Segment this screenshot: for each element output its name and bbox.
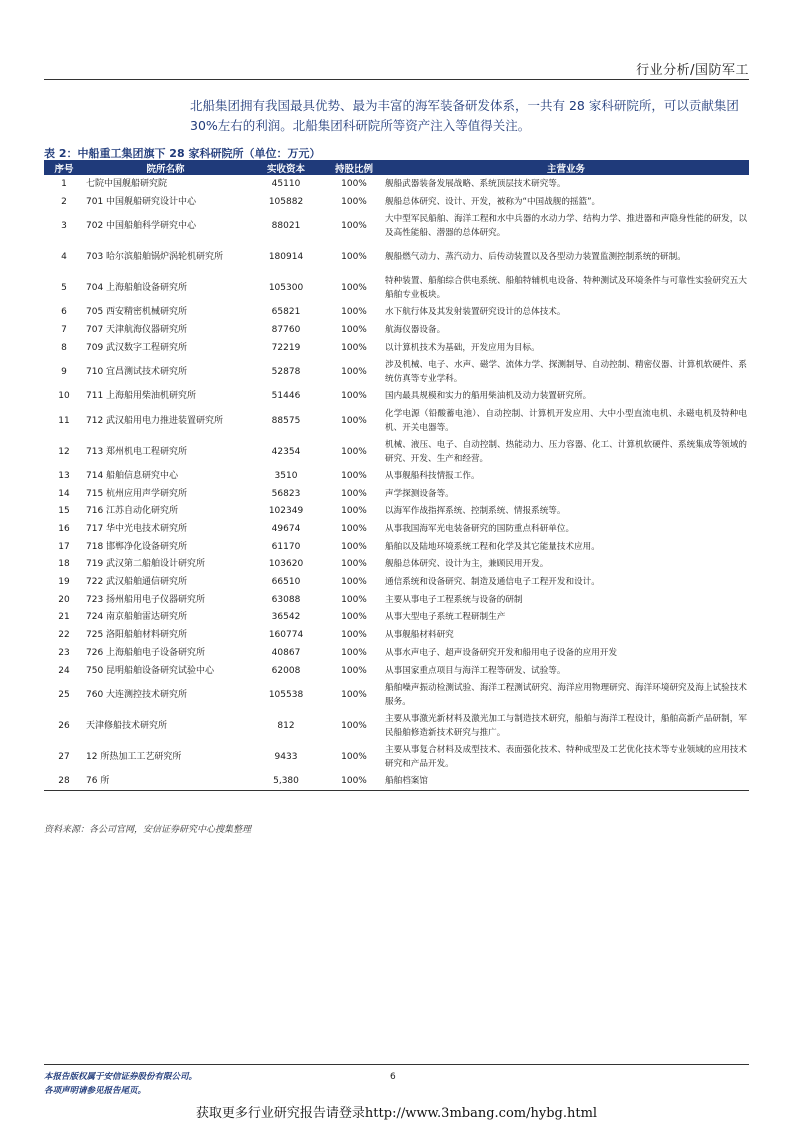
row-institute-name: 710 宜昌测试技术研究所 [86,366,188,377]
row-index: 6 [61,307,67,318]
row-business: 从事水声电子、超声设备研究开发和船用电子设备的应用开发 [385,647,618,658]
row-share-pct: 100% [341,541,367,552]
row-index: 14 [58,488,70,499]
row-capital: 36542 [271,612,301,623]
table-row [44,741,749,772]
table-row [44,387,749,405]
row-institute-name: 722 武汉船舶通信研究所 [86,577,188,588]
table-row [44,556,749,574]
row-share-pct: 100% [341,720,367,731]
row-index: 12 [58,446,70,457]
row-business: 以计算机技术为基础，开发应用为目标。 [385,342,540,353]
row-institute-name: 709 武汉数字工程研究所 [86,342,188,353]
row-share-pct: 100% [341,391,367,402]
table-row [44,193,749,211]
row-capital: 42354 [271,446,301,457]
row-capital: 9433 [274,751,298,762]
row-institute-name: 715 杭州应用声学研究所 [86,488,188,499]
row-share-pct: 100% [341,612,367,623]
table-row [44,485,749,503]
row-capital: 88575 [271,415,301,426]
col-header-capital: 实收资本 [266,163,305,175]
row-index: 8 [61,342,67,353]
row-business: 从事舰船材料研究 [385,630,454,641]
table-row [44,644,749,662]
table-row [44,272,749,303]
row-capital: 45110 [271,178,301,189]
table-row [44,626,749,644]
row-business: 特种装置、船舶综合供电系统、船舶特辅机电设备、特种测试及环境条件与可靠性实验研究五大船舶专业板块。 [385,275,747,300]
table-row [44,321,749,339]
row-institute-name: 701 中国舰船研究设计中心 [86,196,197,207]
table-row [44,591,749,609]
row-business: 大中型军民船舶、海洋工程和水中兵器的水动力学、结构力学、推进器和声隐身性能的研发，以及高性能船、潜器的总体研究。 [385,213,747,238]
row-index: 24 [58,665,70,676]
row-capital: 102349 [268,506,304,517]
row-index: 22 [58,630,70,641]
row-business: 船舶档案馆 [383,772,749,790]
table-row [44,573,749,591]
research-institutes-table [44,160,749,791]
table-row [44,520,749,538]
row-institute-name: 750 昆明船舶设备研究试验中心 [86,665,215,676]
table-row [44,436,749,467]
row-share-pct: 100% [341,446,367,457]
row-capital: 103620 [268,559,304,570]
row-business: 主要从事激光新材料及激光加工与制造技术研究，船舶与海洋工程设计，船舶高新产品研制，军民船舶修造新技术研究与推广。 [385,713,747,738]
row-share-pct: 100% [341,665,367,676]
row-share-pct: 100% [341,630,367,641]
row-institute-name: 724 南京船舶雷达研究所 [86,612,188,623]
row-capital: 5,380 [247,772,325,790]
row-index: 13 [58,470,70,481]
row-institute-name: 七院中国舰船研究院 [86,178,168,189]
row-institute-name: 12 所热加工工艺研究所 [86,751,182,762]
row-business: 通信系统和设备研究、制造及通信电子工程开发和设计。 [385,577,600,588]
row-capital: 49674 [271,524,301,535]
row-capital: 87760 [271,324,301,335]
row-share-pct: 100% [341,577,367,588]
table-row [44,339,749,357]
row-index: 18 [58,559,70,570]
row-capital: 105538 [268,689,304,700]
row-business: 国内最具规模和实力的船用柴油机及动力装置研究所。 [385,391,592,402]
row-business: 声学探测设备等。 [385,488,454,499]
row-capital: 56823 [271,488,301,499]
row-institute-name: 713 郑州机电工程研究所 [86,446,188,457]
row-institute-name: 717 华中光电技术研究所 [86,524,188,535]
footer-rule [44,1064,749,1065]
row-capital: 40867 [271,647,301,658]
row-capital: 63088 [271,594,301,605]
table-body [44,175,749,791]
row-capital: 72219 [271,342,301,353]
row-index: 9 [61,366,67,377]
row-index: 11 [58,415,70,426]
row-share-pct: 100% [325,772,383,790]
header-category: 行业分析/国防军工 [636,63,749,78]
row-capital: 180914 [268,251,304,262]
row-business: 主要从事电子工程系统与设备的研制 [385,594,523,605]
row-business: 航海仪器设备。 [385,324,446,335]
row-business: 从事我国海军光电装备研究的国防重点科研单位。 [385,524,575,535]
row-index: 15 [58,506,70,517]
row-capital: 62008 [271,665,301,676]
row-institute-name: 760 大连测控技术研究所 [86,689,188,700]
table-row [44,662,749,680]
row-share-pct: 100% [341,220,367,231]
table-row [44,609,749,627]
row-business: 舰船总体研究、设计、开发，被称为“中国战舰的摇篮”。 [385,196,601,207]
row-index: 4 [61,251,67,262]
source-note: 资料来源：各公司官网，安信证券研究中心搜集整理 [44,825,252,835]
row-index: 25 [58,689,70,700]
row-institute-name: 705 西安精密机械研究所 [86,307,188,318]
row-index: 23 [58,647,70,658]
row-institute-name: 天津修船技术研究所 [86,720,168,731]
table-title: 表 2：中船重工集团旗下 28 家科研院所（单位：万元） [44,147,321,160]
row-share-pct: 100% [341,559,367,570]
row-business: 涉及机械、电子、水声、磁学、流体力学、探测制导、自动控制、精密仪器、计算机软硬件、系统仿真等专业学科。 [385,359,747,384]
col-header-name: 院所名称 [146,163,185,175]
row-index: 7 [61,324,67,335]
table-row [44,210,749,241]
row-index: 10 [58,391,70,402]
row-capital: 52878 [271,366,301,377]
row-index: 5 [61,282,67,293]
row-share-pct: 100% [341,251,367,262]
row-institute-name: 725 洛阳船舶材料研究所 [86,630,188,641]
row-capital: 105882 [268,196,304,207]
table-header-row [44,160,749,175]
intro-text: 北船集团拥有我国最具优势、最为丰富的海军装备研发体系，一共有 28 家科研院所，可以贡献集团 30%左右的利润。北船集团科研院所等资产注入等值得关注。 [190,98,739,133]
row-business: 从事大型电子系统工程研制生产 [385,612,506,623]
row-index: 26 [58,720,70,731]
page-number: 6 [390,1072,396,1082]
row-capital: 88021 [271,220,301,231]
table-row [44,467,749,485]
row-business: 舰船总体研究、设计为主，兼顾民用开发。 [385,559,549,570]
row-index: 1 [61,178,67,189]
footer-copyright: 本报告版权属于安信证券股份有限公司。 [44,1072,198,1082]
row-share-pct: 100% [341,366,367,377]
row-business: 水下航行体及其发射装置研究设计的总体技术。 [385,307,566,318]
table-row [44,175,749,193]
row-share-pct: 100% [341,178,367,189]
row-share-pct: 100% [341,282,367,293]
row-institute-name: 726 上海船舶电子设备研究所 [86,647,206,658]
row-business: 主要从事复合材料及成型技术、表面强化技术、特种成型及工艺优化技术等专业领域的应用技术研究和产品开发。 [385,744,747,769]
row-business: 从事国家重点项目与海洋工程等研发、试验等。 [385,665,566,676]
table-row [44,405,749,436]
row-share-pct: 100% [341,751,367,762]
row-index: 28 [44,772,84,790]
table-row [44,241,749,272]
row-business: 船舶噪声振动检测试验、海洋工程测试研究、海洋应用物理研究、海洋环境研究及海上试验技术服务。 [385,682,747,707]
row-share-pct: 100% [341,488,367,499]
col-header-biz: 主营业务 [546,163,585,175]
footer-disclaimer [44,1070,197,1098]
row-index: 19 [58,577,70,588]
table-row [44,679,749,710]
row-capital: 160774 [268,630,304,641]
row-capital: 61170 [271,541,301,552]
row-institute-name: 711 上海船用柴油机研究所 [86,391,197,402]
row-institute-name: 702 中国船舶科学研究中心 [86,220,197,231]
row-share-pct: 100% [341,594,367,605]
row-index: 3 [61,220,67,231]
row-index: 16 [58,524,70,535]
row-business: 以海军作战指挥系统、控制系统、情报系统等。 [385,506,566,517]
table-row [44,710,749,741]
table-row [44,356,749,387]
row-share-pct: 100% [341,196,367,207]
row-institute-name: 704 上海船舶设备研究所 [86,282,188,293]
row-capital: 3510 [274,470,298,481]
row-share-pct: 100% [341,689,367,700]
row-capital: 66510 [271,577,301,588]
row-share-pct: 100% [341,506,367,517]
row-business: 化学电源（铅酸蓄电池）、自动控制、计算机开发应用、大中小型直流电机、永磁电机及特种电机、开关电器等。 [385,408,747,433]
row-index: 27 [58,751,70,762]
row-business: 舰船武器装备发展战略、系统顶层技术研究等。 [385,178,566,189]
header-rule [44,79,749,80]
row-institute-name: 718 邯郸净化设备研究所 [86,541,188,552]
row-business: 从事舰船科技情报工作。 [385,470,480,481]
row-institute-name: 719 武汉第二船舶设计研究所 [86,559,206,570]
table-row [44,772,749,790]
row-business: 机械、液压、电子、自动控制、热能动力、压力容器、化工、计算机软硬件、系统集成等领域的研究、开发、生产和经营。 [385,439,747,464]
row-capital: 812 [277,720,295,731]
bottom-watermark-link[interactable]: 获取更多行业研究报告请登录http://www.3mbang.com/hybg.html [195,1106,598,1121]
row-institute-name: 703 哈尔滨船舶锅炉涡轮机研究所 [86,251,224,262]
intro-paragraph [190,96,755,136]
row-share-pct: 100% [341,470,367,481]
row-institute-name: 76 所 [84,772,247,790]
row-share-pct: 100% [341,307,367,318]
row-index: 17 [58,541,70,552]
table-row [44,303,749,321]
table-row [44,538,749,556]
row-share-pct: 100% [341,415,367,426]
row-share-pct: 100% [341,524,367,535]
col-header-idx: 序号 [54,163,74,175]
col-header-pct: 持股比例 [334,163,373,175]
row-business: 船舶以及陆地环境系统工程和化学及其它能量技术应用。 [385,541,600,552]
row-business: 舰船燃气动力、蒸汽动力、后传动装置以及各型动力装置监测控制系统的研制。 [385,251,686,262]
row-capital: 51446 [271,391,301,402]
row-capital: 65821 [271,307,301,318]
row-share-pct: 100% [341,324,367,335]
row-capital: 105300 [268,282,304,293]
row-institute-name: 714 船舶信息研究中心 [86,470,179,481]
row-index: 21 [58,612,70,623]
row-institute-name: 716 江苏自动化研究所 [86,506,179,517]
row-institute-name: 707 天津航海仪器研究所 [86,324,188,335]
table-row [44,503,749,521]
footer-statement: 各项声明请参见报告尾页。 [44,1086,147,1096]
row-institute-name: 723 扬州船用电子仪器研究所 [86,594,206,605]
row-share-pct: 100% [341,647,367,658]
row-share-pct: 100% [341,342,367,353]
row-index: 2 [61,196,67,207]
row-institute-name: 712 武汉船用电力推进装置研究所 [86,415,224,426]
row-index: 20 [58,594,70,605]
